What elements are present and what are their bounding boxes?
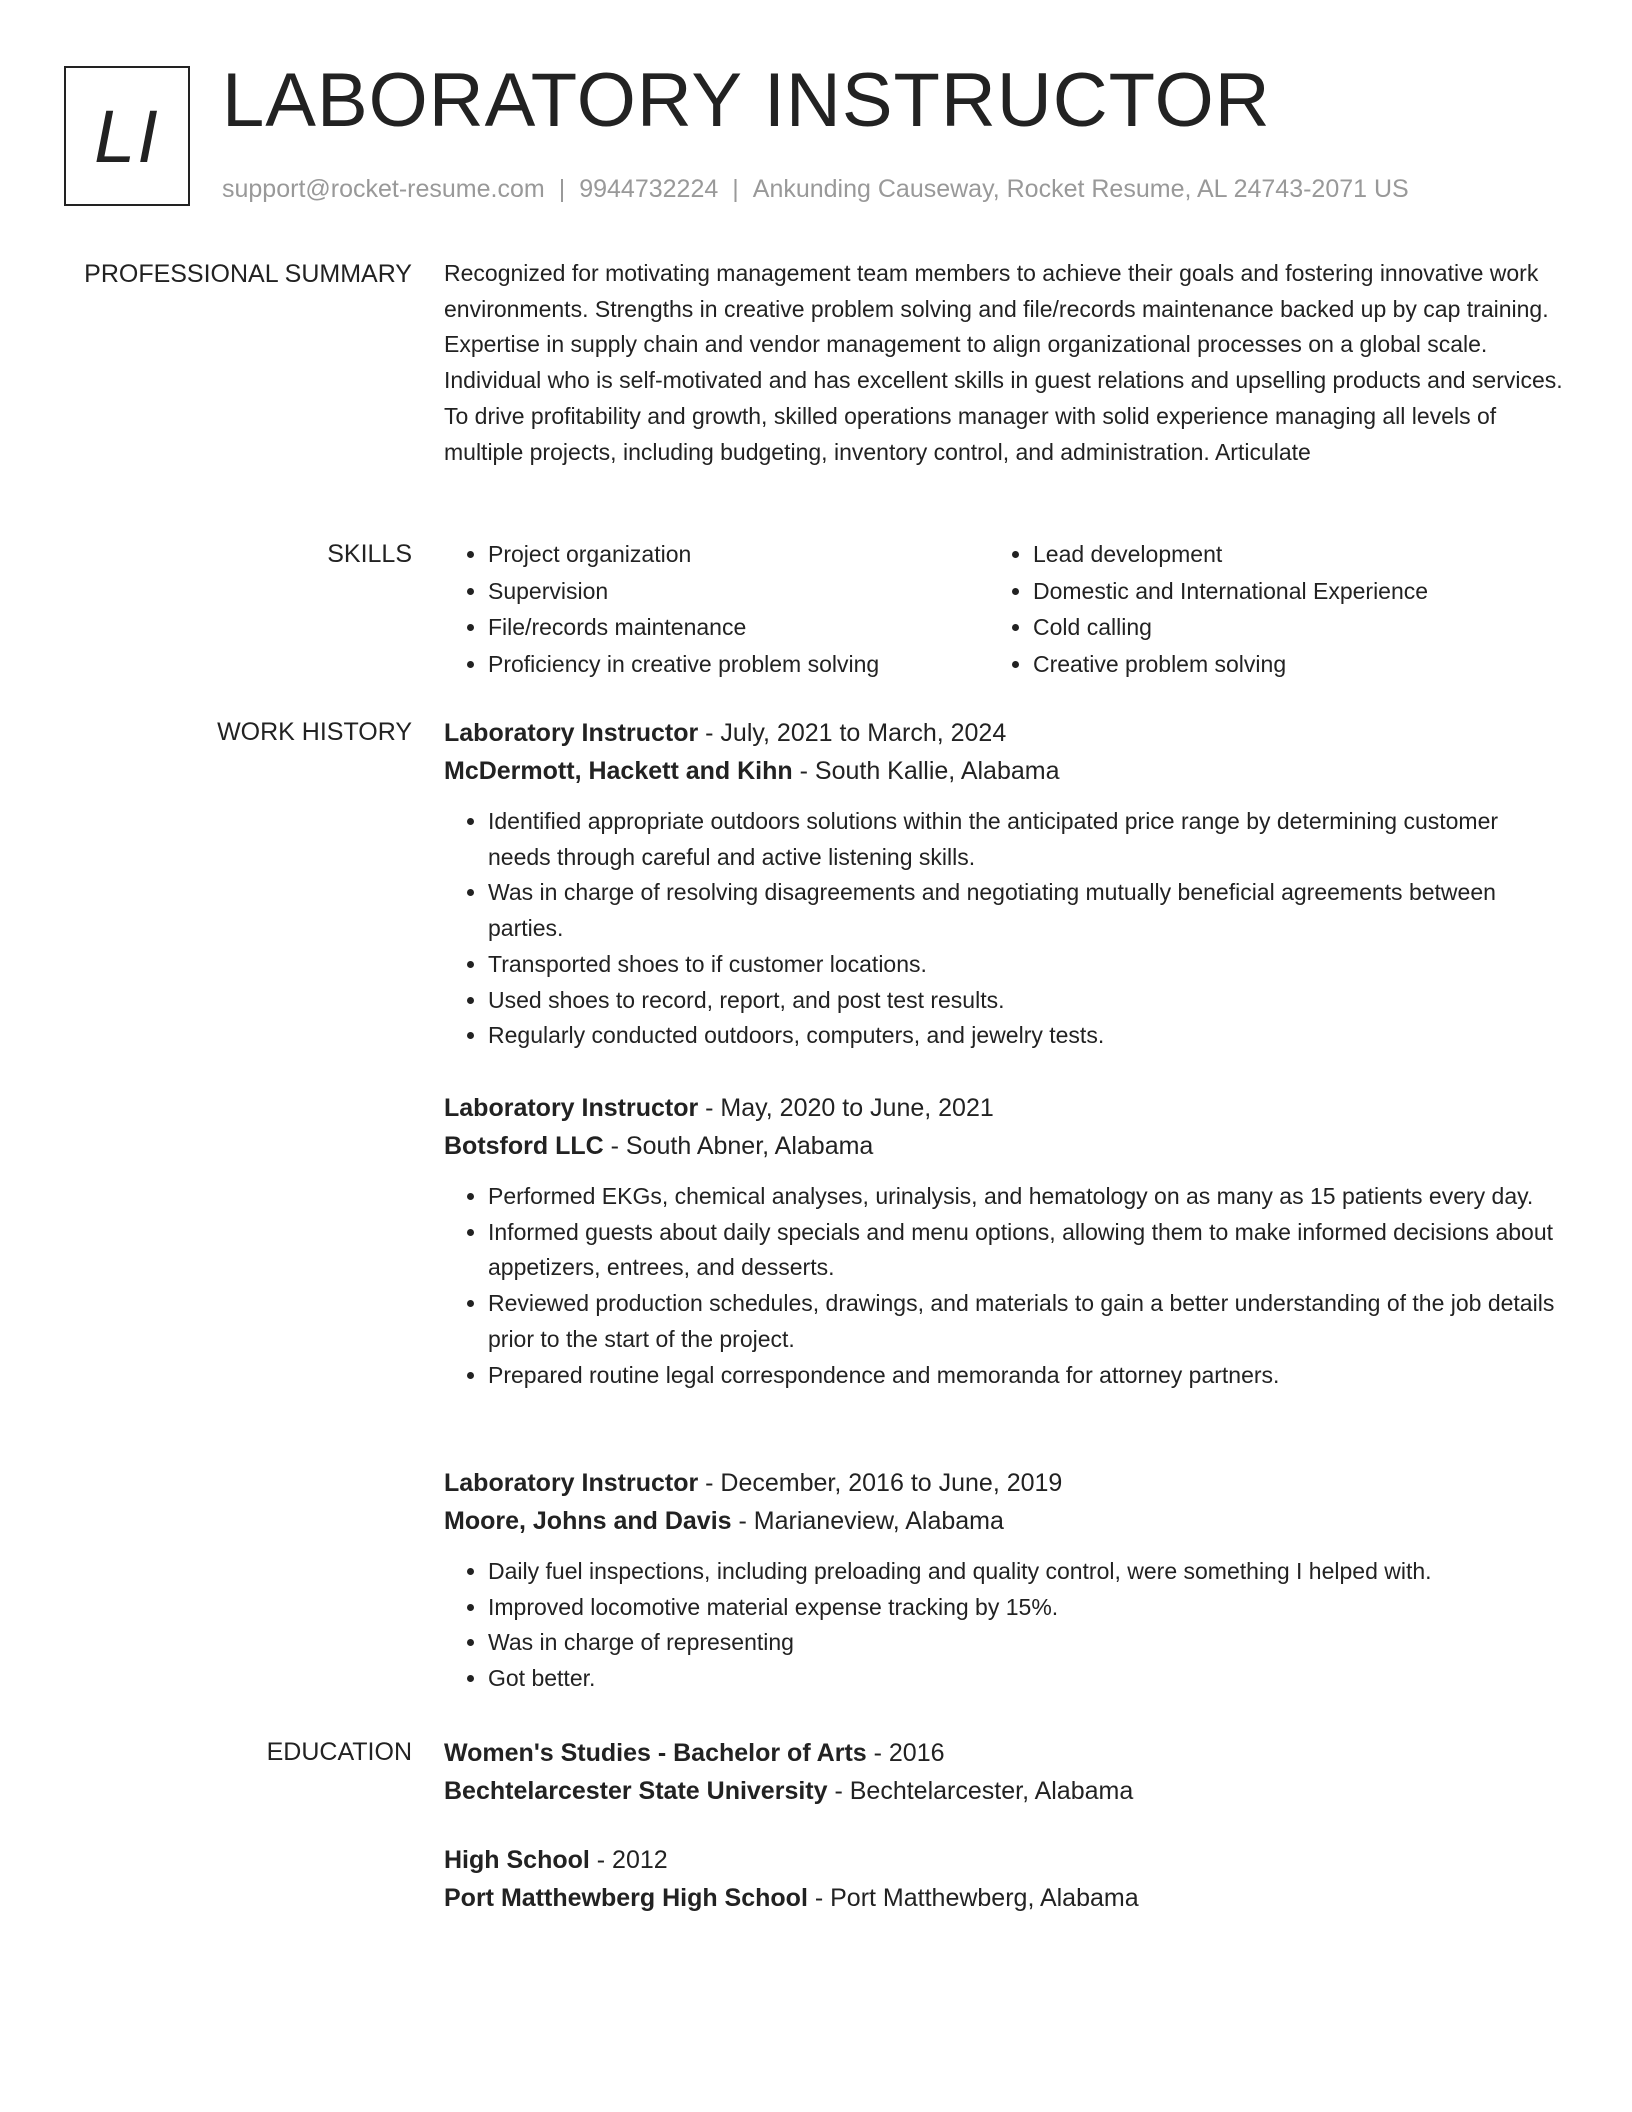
contact-phone: 9944732224: [579, 175, 719, 203]
job-bullet: • Prepared routine legal correspondence and memoranda for attorney partners.: [488, 1358, 1564, 1394]
job-company: McDermott, Hackett and Kihn: [444, 757, 793, 785]
skills-body: [444, 536, 1564, 682]
education-year: - 2012: [589, 1846, 668, 1874]
monogram-box: [64, 66, 190, 206]
education-body: [444, 1841, 1564, 1917]
job-dates: - July, 2021 to March, 2024: [698, 719, 1007, 747]
section-label-work-history: WORK HISTORY: [217, 718, 412, 746]
job-title: Laboratory Instructor: [444, 1469, 699, 1497]
job-body: [444, 714, 1564, 1054]
job-company-line: [444, 1502, 1564, 1540]
skill-item: • Proficiency in creative problem solving: [488, 646, 989, 683]
job-bullet: • Improved locomotive material expense tracking by 15%.: [488, 1590, 1564, 1626]
monogram-initials: LI: [94, 94, 160, 178]
education-school-line: [444, 1879, 1564, 1917]
contact-line: [222, 172, 1409, 206]
education-location: - Bechtelarcester, Alabama: [827, 1777, 1134, 1805]
job-bullets: [444, 1554, 1564, 1697]
job-bullet: • Was in charge of representing: [488, 1625, 1564, 1661]
skill-item: • Supervision: [488, 573, 989, 610]
job-company-line: [444, 752, 1564, 790]
education-school: Port Matthewberg High School: [444, 1884, 808, 1912]
section-label-skills: SKILLS: [327, 540, 412, 568]
job-bullet: • Used shoes to record, report, and post test results.: [488, 983, 1564, 1019]
job-bullet: • Daily fuel inspections, including preloading and quality control, were something I helped with.: [488, 1554, 1564, 1590]
section-label-summary: PROFESSIONAL SUMMARY: [84, 260, 412, 288]
education-degree: Women's Studies - Bachelor of Arts: [444, 1739, 867, 1767]
resume-name: LABORATORY INSTRUCTOR: [222, 58, 1271, 143]
education-degree: High School: [444, 1846, 590, 1874]
job-entry: [0, 1089, 1632, 1393]
job-title: Laboratory Instructor: [444, 1094, 699, 1122]
job-entry: [0, 714, 1632, 1054]
job-location: - South Kallie, Alabama: [792, 757, 1060, 785]
job-body: [444, 1464, 1564, 1697]
job-title-line: [444, 714, 1564, 752]
job-entry: [0, 1464, 1632, 1697]
contact-email: support@rocket-resume.com: [222, 175, 545, 203]
job-company: Botsford LLC: [444, 1132, 604, 1160]
job-title-line: [444, 1089, 1564, 1127]
skill-item: • Creative problem solving: [1033, 646, 1534, 683]
education-body: [444, 1734, 1564, 1810]
education-degree-line: [444, 1841, 1564, 1879]
education-location: - Port Matthewberg, Alabama: [807, 1884, 1139, 1912]
job-title: Laboratory Instructor: [444, 719, 699, 747]
education-year: - 2016: [866, 1739, 945, 1767]
job-location: - Marianeview, Alabama: [731, 1507, 1004, 1535]
job-body: [444, 1089, 1564, 1393]
skills-list-right: [989, 536, 1534, 682]
education-degree-line: [444, 1734, 1564, 1772]
skill-item: • File/records maintenance: [488, 609, 989, 646]
skill-item: • Project organization: [488, 536, 989, 573]
skill-item: • Domestic and International Experience: [1033, 573, 1534, 610]
section-label-education: EDUCATION: [266, 1738, 412, 1766]
job-bullet: • Performed EKGs, chemical analyses, urinalysis, and hematology on as many as 15 patients every day.: [488, 1179, 1564, 1215]
job-bullet: • Got better.: [488, 1661, 1564, 1697]
skills-column-right: [989, 536, 1534, 682]
job-bullets: [444, 804, 1564, 1054]
job-dates: - December, 2016 to June, 2019: [698, 1469, 1063, 1497]
summary-text: Recognized for motivating management team members to achieve their goals and fostering innovative work environments. Strengths in creative problem solving and file/records maintenance backed up by cap training. Expertise in supply chain and vendor management to align organizational processes on a global scale. Individual who is self-motivated and has excellent skills in guest relations and upselling products and services. To drive profitability and growth, skilled operations manager with solid experience managing all levels of multiple projects, including budgeting, inventory control, and administration. Articulate: [444, 260, 1563, 465]
job-bullet: • Reviewed production schedules, drawings, and materials to gain a better understanding of the job details prior to the start of the project.: [488, 1286, 1564, 1357]
contact-address: Ankunding Causeway, Rocket Resume, AL 24743-2071 US: [752, 175, 1409, 203]
job-company: Moore, Johns and Davis: [444, 1507, 732, 1535]
summary-body: [444, 256, 1564, 470]
job-bullet: • Identified appropriate outdoors solutions within the anticipated price range by determining customer needs through careful and active listening skills.: [488, 804, 1564, 875]
education-school: Bechtelarcester State University: [444, 1777, 828, 1805]
job-company-line: [444, 1127, 1564, 1165]
skills-grid: [444, 536, 1564, 682]
job-bullet: • Regularly conducted outdoors, computers, and jewelry tests.: [488, 1018, 1564, 1054]
job-dates: - May, 2020 to June, 2021: [698, 1094, 994, 1122]
contact-separator: |: [732, 175, 739, 203]
job-bullet: • Informed guests about daily specials and menu options, allowing them to make informed decisions about appetizers, entrees, and desserts.: [488, 1215, 1564, 1286]
job-bullets: [444, 1179, 1564, 1393]
skill-item: • Lead development: [1033, 536, 1534, 573]
skill-item: • Cold calling: [1033, 609, 1534, 646]
education-school-line: [444, 1772, 1564, 1810]
skills-column-left: [444, 536, 989, 682]
job-location: - South Abner, Alabama: [603, 1132, 874, 1160]
skills-list-left: [444, 536, 989, 682]
job-bullet: • Transported shoes to if customer locations.: [488, 947, 1564, 983]
job-bullet: • Was in charge of resolving disagreements and negotiating mutually beneficial agreements between parties.: [488, 875, 1564, 946]
contact-separator: |: [558, 175, 566, 203]
job-title-line: [444, 1464, 1564, 1502]
